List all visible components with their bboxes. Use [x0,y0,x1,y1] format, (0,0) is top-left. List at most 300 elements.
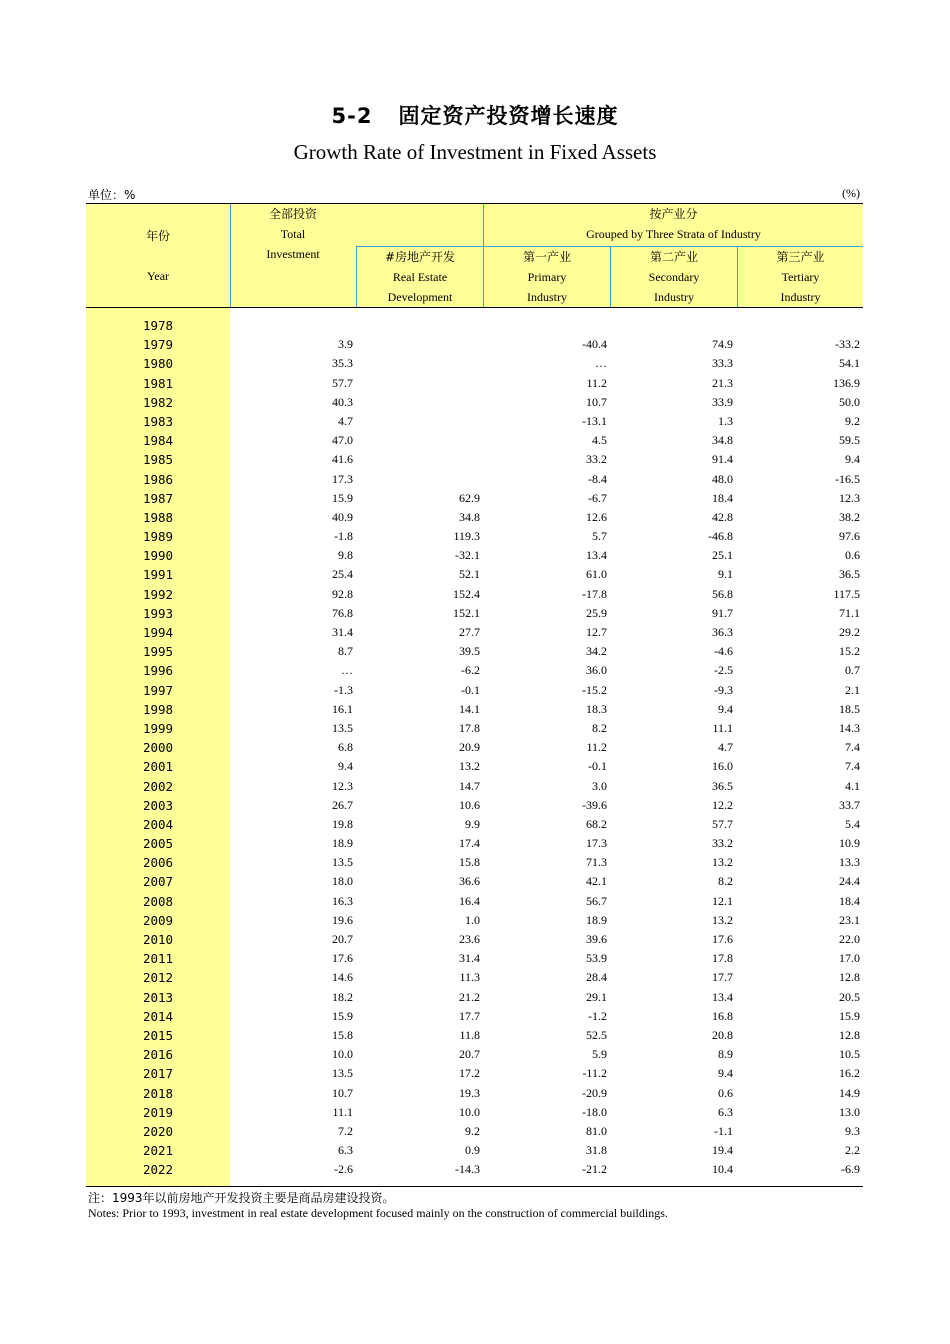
table-row [86,1026,863,1045]
cell-primary: 18.9 [586,912,607,927]
cell-tertiary: 10.5 [839,1047,860,1062]
cell-tertiary: 97.6 [839,529,860,544]
cell-year: 2016 [142,1047,174,1063]
cell-year: 1986 [142,471,174,487]
unit-label: (%) [842,186,860,200]
cell-secondary: -9.3 [714,682,733,697]
cell-primary: 42.1 [586,874,607,889]
cell-secondary: 9.4 [718,701,733,716]
cell-total: 7.2 [338,1123,353,1138]
cell-re: 19.3 [459,1085,480,1100]
cell-re: 39.5 [459,644,480,659]
cell-secondary: 33.3 [712,356,733,371]
cell-secondary: 4.7 [718,740,733,755]
cell-tertiary: -16.5 [835,471,860,486]
cell-primary: 12.7 [586,625,607,639]
cell-year: 2004 [142,816,174,832]
table-row [86,1084,863,1103]
cell-tertiary: 7.4 [845,759,860,774]
cell-secondary: 11.1 [712,720,733,735]
cell-secondary: 9.1 [718,567,733,582]
grid-line [610,246,611,307]
cell-re: 14.1 [459,701,480,716]
cell-secondary: 8.9 [718,1047,733,1062]
header-total-en2: Investment [266,247,320,261]
table-row [86,834,863,853]
cell-tertiary: 0.6 [845,548,860,563]
cell-total: 47.0 [332,433,353,448]
unit-label-chinese: 单位：% [88,188,136,202]
grid-line [356,246,484,247]
cell-total: 3.9 [338,337,353,352]
cell-tertiary: -6.9 [841,1162,860,1177]
cell-tertiary: 9.4 [845,452,860,467]
table-row [86,777,863,796]
cell-total: 25.4 [332,567,353,582]
cell-re: 21.2 [459,989,480,1004]
table-row [86,527,863,546]
cell-total: 20.7 [332,932,353,946]
cell-primary: -13.1 [582,413,607,428]
cell-primary: 4.5 [592,433,607,448]
table-number: 5-2 [331,104,373,128]
table-row [86,1160,863,1179]
header-primary-cn: 第一产业 [522,250,571,264]
header-total-en1: Total [280,227,306,241]
cell-secondary: 19.4 [712,1143,733,1158]
cell-total: 18.9 [332,836,353,851]
cell-total: 10.7 [332,1085,353,1100]
cell-total: 15.9 [332,1008,353,1023]
cell-tertiary: 20.5 [839,989,860,1004]
cell-re: 10.0 [459,1104,480,1119]
cell-primary: 13.4 [586,548,607,563]
cell-secondary: 57.7 [712,816,733,831]
cell-re: 17.2 [459,1066,480,1081]
table-row [86,623,863,642]
cell-year: 2021 [142,1143,174,1159]
cell-total: 13.5 [332,1066,353,1081]
cell-total: 10.0 [332,1047,353,1062]
cell-re: -6.2 [461,663,480,678]
header-re-cn: #房地产开发 [384,250,456,264]
cell-total: 15.9 [332,490,353,505]
cell-secondary: 18.4 [712,490,733,505]
cell-secondary: 13.4 [712,989,733,1004]
cell-tertiary: 59.5 [839,433,860,448]
cell-total: 17.3 [332,471,353,486]
cell-secondary: 6.3 [718,1104,733,1119]
cell-total: 13.5 [332,720,353,735]
header-re-en2: Development [387,290,453,304]
table-row [86,911,863,930]
cell-total: 19.6 [332,912,353,927]
cell-year: 1992 [142,586,174,602]
table-row [86,431,863,450]
cell-primary: 33.2 [586,452,607,467]
cell-year: 2010 [142,932,174,947]
cell-total: 12.3 [332,778,353,793]
cell-re: 15.8 [459,855,480,870]
cell-primary: 68.2 [586,816,607,831]
cell-primary: 28.4 [586,970,607,985]
cell-primary: -6.7 [588,490,607,505]
header-real-estate [357,247,483,307]
cell-secondary: 13.2 [712,855,733,870]
cell-re: 52.1 [459,567,480,582]
cell-secondary: 12.1 [712,893,733,908]
cell-secondary: 91.4 [712,452,733,467]
cell-tertiary: 38.2 [839,509,860,524]
cell-total: 16.1 [332,701,353,716]
cell-primary: 29.1 [586,989,607,1004]
cell-secondary: -2.5 [714,663,733,678]
table-row [86,393,863,412]
cell-year: 2020 [142,1123,174,1139]
cell-secondary: 33.2 [712,836,733,851]
cell-tertiary: 4.1 [845,778,860,793]
table-row [86,316,863,335]
cell-re: 14.7 [459,778,480,793]
cell-tertiary: 14.3 [839,720,860,735]
cell-year: 1981 [142,375,174,391]
cell-tertiary: 54.1 [839,356,860,371]
cell-primary: 36.0 [586,663,607,678]
title-chinese: 固定资产投资增长速度 [398,104,619,128]
cell-tertiary: 12.8 [839,970,860,985]
header-year-cn: 年份 [145,229,170,243]
cell-primary: -40.4 [582,337,607,352]
header-secondary-en2: Industry [654,290,694,304]
cell-primary: 3.0 [592,778,607,793]
cell-total: 41.6 [332,452,353,467]
cell-secondary: 33.9 [712,394,733,409]
cell-primary: 11.2 [586,375,607,390]
cell-primary: -15.2 [582,682,607,697]
table-row [86,489,863,508]
cell-secondary: 91.7 [712,605,733,620]
table-row [86,1064,863,1083]
header-secondary [611,247,737,307]
table-row [86,1007,863,1026]
cell-total: 40.3 [332,394,353,409]
page-title-english: Growth Rate of Investment in Fixed Assets [293,140,657,164]
header-secondary-cn: 第二产业 [649,250,698,264]
cell-year: 1994 [142,625,174,640]
cell-primary: -11.2 [582,1066,607,1081]
cell-tertiary: 12.8 [839,1027,860,1042]
cell-total: 16.3 [332,893,353,908]
cell-tertiary: 17.0 [839,951,860,966]
cell-tertiary: 33.7 [839,797,860,812]
cell-total: 76.8 [332,605,353,620]
cell-year: 2011 [142,951,174,967]
table-row [86,700,863,719]
cell-tertiary: 12.3 [839,490,860,505]
cell-primary: 81.0 [586,1123,607,1138]
header-year-en: Year [146,269,170,283]
cell-tertiary: 0.7 [845,663,860,678]
cell-year: 1996 [142,663,174,679]
header-group-en: Grouped by Three Strata of Industry [586,227,761,241]
data-table [86,203,863,1187]
cell-secondary: -46.8 [708,529,733,544]
cell-secondary: 42.8 [712,509,733,524]
cell-total: 40.9 [332,509,353,524]
cell-year: 2012 [142,970,174,986]
table-row [86,681,863,700]
cell-year: 2005 [142,836,174,852]
cell-year: 1991 [142,567,174,583]
table-header [86,203,863,308]
cell-secondary: 16.8 [712,1008,733,1023]
cell-tertiary: 2.1 [845,682,860,697]
cell-year: 1997 [142,682,174,698]
table-row [86,374,863,393]
cell-primary: -0.1 [588,759,607,774]
cell-primary: 39.6 [586,932,607,946]
cell-total: 26.7 [332,797,353,812]
cell-primary: 71.3 [586,855,607,870]
cell-secondary: 34.8 [712,433,733,448]
cell-year: 2007 [142,874,174,890]
cell-re: 9.2 [465,1123,480,1138]
cell-secondary: 10.4 [712,1162,733,1177]
cell-re: 27.7 [459,625,480,639]
cell-total: -1.3 [334,682,353,697]
table-row [86,585,863,604]
cell-secondary: 17.7 [712,970,733,985]
cell-secondary: 74.9 [712,337,733,352]
cell-total: 6.8 [338,740,353,755]
cell-secondary: 16.0 [712,759,733,774]
cell-tertiary: -33.2 [835,337,860,352]
cell-primary: 53.9 [586,951,607,966]
cell-primary: … [595,356,607,371]
cell-tertiary: 29.2 [839,625,860,639]
table-row [86,949,863,968]
table-row [86,892,863,911]
cell-primary: 56.7 [586,893,607,908]
cell-secondary: 13.2 [712,912,733,927]
grid-line [737,246,738,307]
table-row [86,853,863,872]
cell-year: 1985 [142,452,174,468]
header-group-cn: 按产业分 [649,207,698,221]
cell-tertiary: 117.5 [833,586,860,601]
cell-year: 2014 [142,1008,174,1024]
table-row [86,1045,863,1064]
cell-total: 57.7 [332,375,353,390]
table-row [86,642,863,661]
cell-year: 2001 [142,759,174,775]
cell-tertiary: 13.0 [839,1104,860,1119]
page-title [0,100,950,130]
cell-year: 2018 [142,1085,174,1101]
cell-primary: 5.7 [592,529,607,544]
cell-re: 1.0 [465,912,480,927]
cell-re: -14.3 [455,1162,480,1177]
note-english: Notes: Prior to 1993, investment in real estate development focused mainly on the construction of commercial buildings. [88,1206,668,1220]
cell-year: 1988 [142,509,174,525]
cell-re: 36.6 [459,874,480,889]
cell-year: 1983 [142,413,174,429]
cell-tertiary: 136.9 [833,375,860,390]
table-row [86,450,863,469]
cell-tertiary: 23.1 [839,912,860,927]
cell-tertiary: 9.2 [845,413,860,428]
table-row [86,565,863,584]
cell-primary: -21.2 [582,1162,607,1177]
cell-secondary: 21.3 [712,375,733,390]
cell-re: 9.9 [465,816,480,831]
cell-year: 1978 [142,318,174,333]
header-re-en1: Real Estate [392,270,448,284]
cell-total: 9.8 [338,548,353,563]
cell-re: 17.7 [459,1008,480,1023]
cell-year: 1979 [142,337,174,353]
table-row [86,757,863,776]
table-row [86,604,863,623]
table-body [86,308,863,1187]
cell-secondary: 56.8 [712,586,733,601]
cell-primary: -39.6 [582,797,607,812]
table-row [86,412,863,431]
cell-total: 8.7 [338,644,353,659]
cell-tertiary: 7.4 [845,740,860,755]
cell-total: -1.8 [334,529,353,544]
header-total-cn: 全部投资 [268,207,317,221]
cell-year: 1989 [142,529,174,545]
cell-year: 2000 [142,740,174,756]
table-row [86,738,863,757]
cell-re: 152.1 [453,605,480,620]
cell-tertiary: 14.9 [839,1085,860,1100]
cell-tertiary: 36.5 [839,567,860,582]
cell-secondary: -4.6 [714,644,733,659]
cell-year: 1995 [142,644,174,660]
cell-re: 0.9 [465,1143,480,1158]
cell-primary: 8.2 [592,720,607,735]
cell-tertiary: 18.4 [839,893,860,908]
table-row [86,930,863,949]
cell-total: … [341,663,353,678]
cell-primary: 11.2 [586,740,607,755]
cell-secondary: 36.3 [712,625,733,639]
cell-re: 152.4 [453,586,480,601]
cell-year: 1990 [142,548,174,564]
cell-re: 13.2 [459,759,480,774]
cell-year: 1980 [142,356,174,372]
cell-total: 92.8 [332,586,353,601]
grid-line [483,246,863,247]
table-row [86,470,863,489]
cell-tertiary: 16.2 [839,1066,860,1081]
cell-year: 2019 [142,1104,174,1120]
table-row [86,796,863,815]
table-row [86,661,863,680]
cell-re: 62.9 [459,490,480,505]
cell-re: 119.3 [453,529,480,544]
cell-secondary: 17.8 [712,951,733,966]
grid-line [356,246,357,307]
cell-primary: -8.4 [588,471,607,486]
table-row [86,968,863,987]
cell-re: 11.3 [459,970,480,985]
cell-year: 2017 [142,1066,174,1082]
table-row [86,354,863,373]
table-row [86,1141,863,1160]
cell-total: 4.7 [338,413,353,428]
cell-primary: 5.9 [592,1047,607,1062]
cell-year: 2002 [142,778,174,794]
cell-re: 34.8 [459,509,480,524]
cell-year: 2008 [142,893,174,909]
cell-primary: 17.3 [586,836,607,851]
cell-tertiary: 71.1 [839,605,860,620]
cell-year: 2009 [142,912,174,928]
cell-tertiary: 50.0 [839,394,860,409]
cell-secondary: 17.6 [712,932,733,946]
cell-tertiary: 10.9 [839,836,860,851]
cell-primary: 61.0 [586,567,607,582]
cell-tertiary: 24.4 [839,874,860,889]
cell-tertiary: 22.0 [839,932,860,946]
note-chinese: 注：1993年以前房地产开发投资主要是商品房建设投资。 [88,1191,395,1205]
cell-tertiary: 2.2 [845,1143,860,1158]
cell-total: 31.4 [332,625,353,639]
cell-re: 11.8 [459,1027,480,1042]
cell-tertiary: 18.5 [839,701,860,716]
cell-total: 18.2 [332,989,353,1004]
grid-line [230,204,231,307]
cell-re: 23.6 [459,932,480,946]
header-group [484,204,863,246]
cell-primary: -17.8 [582,586,607,601]
cell-year: 2006 [142,855,174,871]
cell-re: -0.1 [461,682,480,697]
table-row [86,546,863,565]
cell-year: 1999 [142,720,174,736]
cell-tertiary: 15.2 [839,644,860,659]
cell-year: 1998 [142,701,174,717]
table-row [86,1103,863,1122]
cell-primary: -18.0 [582,1104,607,1119]
table-row [86,872,863,891]
cell-secondary: 12.2 [712,797,733,812]
header-tertiary-en1: Tertiary [781,270,820,284]
cell-primary: -20.9 [582,1085,607,1100]
cell-total: 35.3 [332,356,353,371]
cell-re: 16.4 [459,893,480,908]
cell-total: 9.4 [338,759,353,774]
cell-primary: 34.2 [586,644,607,659]
cell-year: 2022 [142,1162,174,1178]
cell-re: 20.9 [459,740,480,755]
cell-primary: 10.7 [586,394,607,409]
cell-secondary: -1.1 [714,1123,733,1138]
header-primary [484,247,610,307]
cell-secondary: 8.2 [718,874,733,889]
cell-year: 1984 [142,433,174,449]
table-row [86,508,863,527]
cell-primary: 31.8 [586,1143,607,1158]
cell-total: 6.3 [338,1143,353,1158]
cell-total: -2.6 [334,1162,353,1177]
cell-total: 11.1 [332,1104,353,1119]
cell-primary: 52.5 [586,1027,607,1042]
cell-secondary: 1.3 [718,413,733,428]
